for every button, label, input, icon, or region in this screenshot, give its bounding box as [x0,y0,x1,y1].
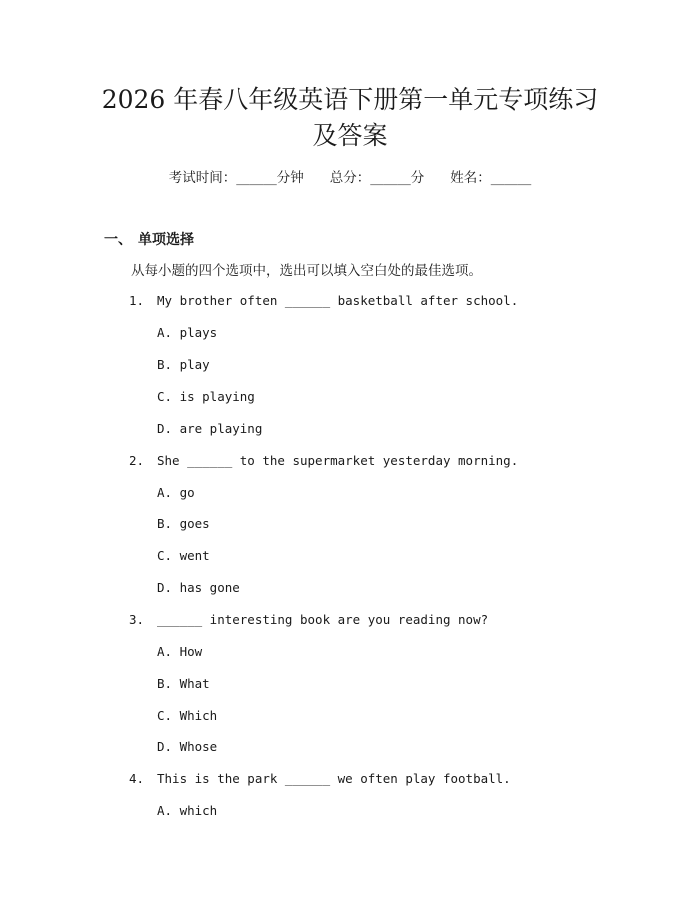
question-number: 2. [129,453,145,468]
question-text: She ______ to the supermarket yesterday morning. [157,453,519,468]
exam-time-label: 考试时间：______分钟 [168,170,304,186]
question-text: This is the park ______ we often play football. [157,771,511,786]
option-item: C. is playing [157,389,255,404]
document-title-line-1: 2026 年春八年级英语下册第一单元专项练习 [101,85,599,114]
section-heading [104,230,194,250]
section-number: 一、 [104,232,132,248]
question-text: My brother often ______ basketball after school. [157,293,519,308]
section-instructions: 从每小题的四个选项中，选出可以填入空白处的最佳选项。 [131,263,482,279]
question-text: ______ interesting book are you reading now? [157,612,489,627]
option-item: C. went [157,548,210,563]
option-item: B. goes [157,516,210,531]
question-number: 1. [129,293,145,308]
option-item: C. Which [157,708,218,723]
option-item: A. go [157,485,195,500]
total-score-label: 总分：______分 [329,170,425,186]
option-item: D. Whose [157,739,218,754]
option-item: B. What [157,676,210,691]
question-number: 4. [129,771,145,786]
option-item: D. are playing [157,421,263,436]
question-number: 3. [129,612,145,627]
option-item: D. has gone [157,580,240,595]
option-item: A. which [157,803,218,818]
option-item: A. How [157,644,203,659]
student-name-label: 姓名：______ [450,170,532,186]
option-item: B. play [157,357,210,372]
section-title: 单项选择 [138,232,194,248]
exam-meta-info [0,168,700,188]
document-title-line-2: 及答案 [312,121,388,150]
option-item: A. plays [157,325,218,340]
